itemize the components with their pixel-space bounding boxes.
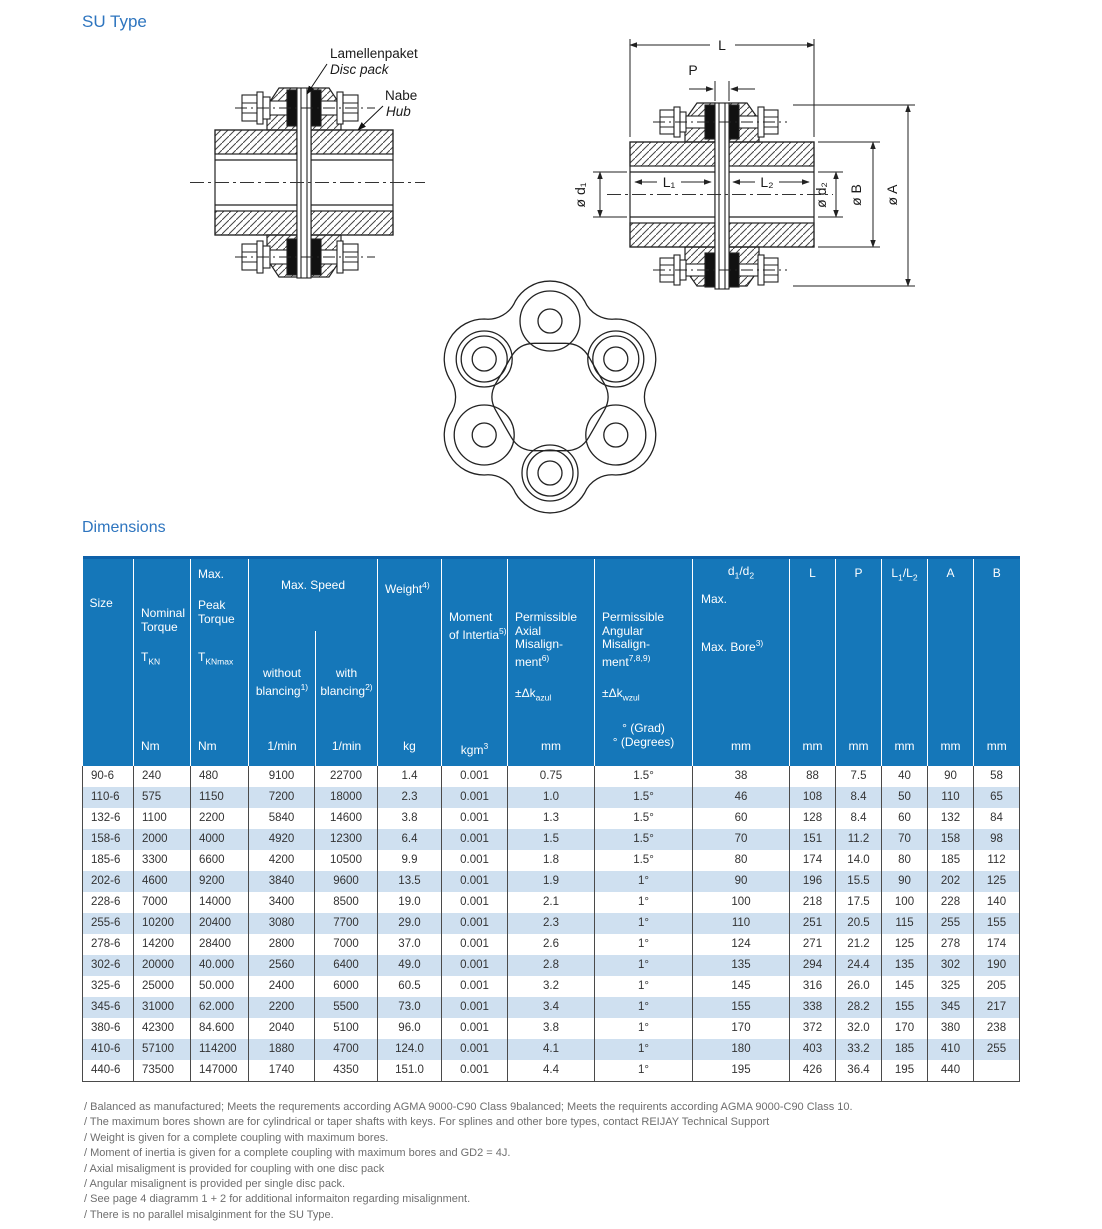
table-cell: 17.5 — [836, 892, 882, 913]
table-row — [83, 892, 1020, 913]
table-cell: 170 — [693, 1018, 790, 1039]
table-cell: 50.000 — [191, 976, 249, 997]
table-cell: 0.001 — [442, 787, 508, 808]
table-cell: 195 — [882, 1060, 928, 1082]
table-header-row — [83, 558, 1020, 767]
table-cell: 4.4 — [508, 1060, 595, 1082]
table-cell: 70 — [882, 829, 928, 850]
dim-B: ø B — [848, 184, 864, 206]
footnotes — [84, 1100, 1044, 1223]
table-cell: 14600 — [315, 808, 378, 829]
footnote: / Moment of inertia is given for a complete coupling with maximum bores and GD2 = 4J. — [84, 1147, 511, 1160]
table-cell: 1.5° — [595, 808, 693, 829]
table-cell: 151 — [790, 829, 836, 850]
table-cell: 110 — [928, 787, 974, 808]
table-cell: 1.5° — [595, 829, 693, 850]
table-cell: 0.001 — [442, 913, 508, 934]
table-cell: 65 — [974, 787, 1020, 808]
disc-pack-inner-opening — [492, 343, 608, 450]
dim-L: L — [718, 37, 726, 53]
table-cell: 7.5 — [836, 766, 882, 787]
col-axial-misalignment: Permissible Axial Misalign- ment$^{6)}$ $\pm\Delta k_{azul}$ mm — [508, 558, 595, 767]
table-cell: 3840 — [249, 871, 315, 892]
table-cell: 88 — [790, 766, 836, 787]
table-cell: 403 — [790, 1039, 836, 1060]
table-cell: 0.001 — [442, 850, 508, 871]
table-cell: 73.0 — [378, 997, 442, 1018]
table-cell: 2400 — [249, 976, 315, 997]
table-cell: 8500 — [315, 892, 378, 913]
table-cell: 185 — [928, 850, 974, 871]
table-cell: 124.0 — [378, 1039, 442, 1060]
table-cell: 28.2 — [836, 997, 882, 1018]
table-cell: 40 — [882, 766, 928, 787]
table-cell: 155 — [974, 913, 1020, 934]
table-cell: 1.3 — [508, 808, 595, 829]
table-cell: 1.4 — [378, 766, 442, 787]
table-cell: 158 — [928, 829, 974, 850]
col-max-bore: $d_1/d_2$ Max. Max. Bore$^{3)}$ mm — [693, 558, 790, 767]
table-cell: 426 — [790, 1060, 836, 1082]
table-row — [83, 1060, 1020, 1082]
table-cell: 294 — [790, 955, 836, 976]
table-cell: 80 — [882, 850, 928, 871]
header-size-label: Size — [89, 596, 113, 610]
table-cell: 40.000 — [191, 955, 249, 976]
table-cell: 84 — [974, 808, 1020, 829]
footnote: / There is no parallel misalginment for the SU Type. — [84, 1208, 334, 1221]
table-cell: 2200 — [249, 997, 315, 1018]
table-cell: 108 — [790, 787, 836, 808]
table-cell: 147000 — [191, 1060, 249, 1082]
table-cell: 128 — [790, 808, 836, 829]
table-cell: 170 — [882, 1018, 928, 1039]
table-row — [83, 766, 1020, 787]
table-cell: 302 — [928, 955, 974, 976]
table-body — [83, 766, 1020, 1082]
table-row — [83, 913, 1020, 934]
table-cell: 60 — [693, 808, 790, 829]
col-max-speed: Max. Speed without blancing$^{1)}$ with blancing$^{2)}$ 1/min 1/min — [249, 558, 378, 767]
table-cell: 14.0 — [836, 850, 882, 871]
table-cell: 13.5 — [378, 871, 442, 892]
table-cell: 46 — [693, 787, 790, 808]
table-cell: 14000 — [191, 892, 249, 913]
table-cell: 1100 — [134, 808, 191, 829]
table-cell: 7000 — [315, 934, 378, 955]
table-row — [83, 976, 1020, 997]
table-cell: 1150 — [191, 787, 249, 808]
table-cell: 115 — [882, 913, 928, 934]
table-cell: 1° — [595, 913, 693, 934]
dim-d2: ø d₂ — [813, 182, 829, 208]
table-cell: 151.0 — [378, 1060, 442, 1082]
footnote: / Angular misalignent is provided per single disc pack. — [84, 1178, 346, 1191]
table-cell: 1.9 — [508, 871, 595, 892]
table-cell: 80 — [693, 850, 790, 871]
table-cell: 20000 — [134, 955, 191, 976]
table-cell: 28400 — [191, 934, 249, 955]
dim-d1: ø d₁ — [572, 182, 588, 208]
table-cell: 180 — [693, 1039, 790, 1060]
table-cell: 100 — [882, 892, 928, 913]
table-cell: 440-6 — [83, 1060, 134, 1082]
table-cell: 0.001 — [442, 1039, 508, 1060]
table-cell: 174 — [974, 934, 1020, 955]
table-cell: 2.3 — [378, 787, 442, 808]
dim-A: ø A — [884, 184, 900, 206]
table-cell: 202 — [928, 871, 974, 892]
table-cell: 3.8 — [508, 1018, 595, 1039]
table-cell: 90 — [928, 766, 974, 787]
table-cell: 1.5° — [595, 850, 693, 871]
col-weight: Weight$^{4)}$ kg — [378, 558, 442, 767]
table-row — [83, 871, 1020, 892]
table-cell: 2040 — [249, 1018, 315, 1039]
col-P: P mm — [836, 558, 882, 767]
table-cell: 255 — [974, 1039, 1020, 1060]
table-cell: 271 — [790, 934, 836, 955]
table-cell: 10200 — [134, 913, 191, 934]
table-cell: 110-6 — [83, 787, 134, 808]
table-cell: 5500 — [315, 997, 378, 1018]
table-cell: 0.001 — [442, 1018, 508, 1039]
hub-label-de: Nabe — [385, 88, 418, 103]
table-cell: 185 — [882, 1039, 928, 1060]
table-cell: 96.0 — [378, 1018, 442, 1039]
table-cell: 1° — [595, 955, 693, 976]
table-cell: 60 — [882, 808, 928, 829]
table-cell: 0.001 — [442, 955, 508, 976]
table-cell: 3.4 — [508, 997, 595, 1018]
table-cell: 21.2 — [836, 934, 882, 955]
table-row — [83, 850, 1020, 871]
table-cell: 0.001 — [442, 829, 508, 850]
table-cell: 57100 — [134, 1039, 191, 1060]
table-cell: 18000 — [315, 787, 378, 808]
table-cell: 1.8 — [508, 850, 595, 871]
table-cell: 14200 — [134, 934, 191, 955]
table-cell: 1.5° — [595, 766, 693, 787]
table-cell: 6600 — [191, 850, 249, 871]
table-cell: 20400 — [191, 913, 249, 934]
table-cell: 145 — [882, 976, 928, 997]
table-cell: 0.75 — [508, 766, 595, 787]
table-cell: 158-6 — [83, 829, 134, 850]
table-cell: 37.0 — [378, 934, 442, 955]
col-L: L mm — [790, 558, 836, 767]
table-cell: 6000 — [315, 976, 378, 997]
table-cell: 135 — [882, 955, 928, 976]
page-title: SU Type — [82, 12, 147, 31]
table-cell: 202-6 — [83, 871, 134, 892]
table-cell: 2.6 — [508, 934, 595, 955]
table-cell: 205 — [974, 976, 1020, 997]
table-row — [83, 955, 1020, 976]
table-cell: 9100 — [249, 766, 315, 787]
table-cell: 380 — [928, 1018, 974, 1039]
table-cell: 11.2 — [836, 829, 882, 850]
table-cell: 2200 — [191, 808, 249, 829]
table-cell: 7700 — [315, 913, 378, 934]
table-cell: 20.5 — [836, 913, 882, 934]
footnote: / See page 4 diagramm 1 + 2 for additional informaiton regarding misalignment. — [84, 1193, 471, 1206]
table-row — [83, 787, 1020, 808]
table-cell: 0.001 — [442, 766, 508, 787]
disc-pack-front-view — [430, 272, 675, 527]
table-cell: 0.001 — [442, 976, 508, 997]
table-cell: 7000 — [134, 892, 191, 913]
table-row — [83, 934, 1020, 955]
table-cell: 6400 — [315, 955, 378, 976]
table-cell: 338 — [790, 997, 836, 1018]
table-cell: 1.5 — [508, 829, 595, 850]
table-row — [83, 1018, 1020, 1039]
table-cell: 1740 — [249, 1060, 315, 1082]
table-cell: 58 — [974, 766, 1020, 787]
table-cell: 3.8 — [378, 808, 442, 829]
table-cell: 185-6 — [83, 850, 134, 871]
table-cell: 8.4 — [836, 808, 882, 829]
table-cell: 3400 — [249, 892, 315, 913]
disc-pack-outline — [444, 281, 656, 513]
coupling-dimension-drawing — [565, 25, 1035, 310]
footnote: / Balanced as manufactured; Meets the requrements according AGMA 9000-C90 Class 9balanced; Meets the requirents according AGMA 9000-C90 Class 10. — [84, 1101, 853, 1113]
dimensions-table — [82, 556, 1020, 1082]
table-cell: 4700 — [315, 1039, 378, 1060]
table-cell: 345-6 — [83, 997, 134, 1018]
table-cell: 5100 — [315, 1018, 378, 1039]
table-cell: 372 — [790, 1018, 836, 1039]
table-cell: 4000 — [191, 829, 249, 850]
table-cell: 135 — [693, 955, 790, 976]
table-cell: 4920 — [249, 829, 315, 850]
table-cell: 316 — [790, 976, 836, 997]
table-cell: 1.5° — [595, 787, 693, 808]
table-cell: 238 — [974, 1018, 1020, 1039]
table-cell: 1° — [595, 997, 693, 1018]
table-cell: 218 — [790, 892, 836, 913]
table-cell: 440 — [928, 1060, 974, 1082]
table-cell: 2.8 — [508, 955, 595, 976]
table-cell: 228-6 — [83, 892, 134, 913]
table-row — [83, 829, 1020, 850]
table-cell: 5840 — [249, 808, 315, 829]
col-nominal-torque: Nominal Torque $T_{KN}$ Nm — [134, 558, 191, 767]
table-cell: 62.000 — [191, 997, 249, 1018]
disc-pack-section — [287, 88, 321, 278]
table-cell: 0.001 — [442, 871, 508, 892]
table-cell: 110 — [693, 913, 790, 934]
table-cell: 33.2 — [836, 1039, 882, 1060]
table-cell: 24.4 — [836, 955, 882, 976]
footnote: / Weight is given for a complete coupling with maximum bores. — [84, 1131, 389, 1144]
table-cell: 73500 — [134, 1060, 191, 1082]
table-cell: 12300 — [315, 829, 378, 850]
coupling-section-drawing — [180, 38, 440, 288]
table-cell: 0.001 — [442, 1060, 508, 1082]
table-cell: 3300 — [134, 850, 191, 871]
table-cell: 0.001 — [442, 934, 508, 955]
table-cell: 84.600 — [191, 1018, 249, 1039]
table-cell: 112 — [974, 850, 1020, 871]
col-angular-misalignment: Permissible Angular Misalign- ment$^{7,8,9)}$ $\pm\Delta k_{wzul}$ ° (Grad) ° (Degrees) — [595, 558, 693, 767]
table-cell: 278 — [928, 934, 974, 955]
table-cell: 60.5 — [378, 976, 442, 997]
table-cell: 240 — [134, 766, 191, 787]
table-cell: 380-6 — [83, 1018, 134, 1039]
table-cell: 174 — [790, 850, 836, 871]
table-cell: 4600 — [134, 871, 191, 892]
table-cell: 132-6 — [83, 808, 134, 829]
table-cell: 3.2 — [508, 976, 595, 997]
col-L1L2: $L_1/L_2$ mm — [882, 558, 928, 767]
footnote: / The maximum bores shown are for cylindrical or taper shafts with keys. For splines and other bore types, contact REIJAY Technical Support — [84, 1116, 770, 1129]
table-cell: 8.4 — [836, 787, 882, 808]
table-cell: 32.0 — [836, 1018, 882, 1039]
table-cell: 2560 — [249, 955, 315, 976]
table-cell: 325 — [928, 976, 974, 997]
table-cell: 31000 — [134, 997, 191, 1018]
section-title: Dimensions — [82, 519, 166, 536]
table-cell: 255 — [928, 913, 974, 934]
table-cell: 302-6 — [83, 955, 134, 976]
table-cell: 98 — [974, 829, 1020, 850]
table-cell: 195 — [693, 1060, 790, 1082]
table-cell: 125 — [974, 871, 1020, 892]
col-size — [83, 558, 134, 767]
table-cell: 49.0 — [378, 955, 442, 976]
table-cell: 251 — [790, 913, 836, 934]
table-cell: 132 — [928, 808, 974, 829]
table-cell: 36.4 — [836, 1060, 882, 1082]
table-cell: 4.1 — [508, 1039, 595, 1060]
table-cell: 9600 — [315, 871, 378, 892]
table-cell: 6.4 — [378, 829, 442, 850]
table-cell: 4200 — [249, 850, 315, 871]
table-cell: 155 — [882, 997, 928, 1018]
table-cell: 278-6 — [83, 934, 134, 955]
table-cell: 90 — [882, 871, 928, 892]
table-cell: 125 — [882, 934, 928, 955]
table-cell: 1° — [595, 871, 693, 892]
table-cell: 124 — [693, 934, 790, 955]
table-row — [83, 808, 1020, 829]
table-cell: 325-6 — [83, 976, 134, 997]
table-cell: 155 — [693, 997, 790, 1018]
table-cell: 3080 — [249, 913, 315, 934]
disc-pack-label-en: Disc pack — [330, 62, 389, 77]
col-B: B mm — [974, 558, 1020, 767]
table-cell: 19.0 — [378, 892, 442, 913]
table-cell: 217 — [974, 997, 1020, 1018]
table-cell: 90 — [693, 871, 790, 892]
dim-L2: L₂ — [760, 174, 774, 190]
table-cell: 575 — [134, 787, 191, 808]
table-cell: 22700 — [315, 766, 378, 787]
bolt-holes — [454, 291, 646, 501]
table-cell: 190 — [974, 955, 1020, 976]
table-cell: 9.9 — [378, 850, 442, 871]
table-cell: 1° — [595, 1060, 693, 1082]
hub-label-en: Hub — [386, 104, 411, 119]
table-cell: 38 — [693, 766, 790, 787]
table-cell: 42300 — [134, 1018, 191, 1039]
table-cell: 2800 — [249, 934, 315, 955]
col-A: A mm — [928, 558, 974, 767]
table-cell: 114200 — [191, 1039, 249, 1060]
table-cell: 228 — [928, 892, 974, 913]
dim-P: P — [688, 62, 698, 78]
table-cell — [974, 1060, 1020, 1082]
table-cell: 1° — [595, 934, 693, 955]
table-row — [83, 997, 1020, 1018]
table-cell: 29.0 — [378, 913, 442, 934]
table-cell: 9200 — [191, 871, 249, 892]
table-cell: 26.0 — [836, 976, 882, 997]
col-moment: Moment of Intertia$^{5)}$ kgm$^3$ — [442, 558, 508, 767]
table-cell: 2.3 — [508, 913, 595, 934]
table-cell: 0.001 — [442, 892, 508, 913]
table-cell: 10500 — [315, 850, 378, 871]
table-cell: 0.001 — [442, 997, 508, 1018]
table-cell: 2000 — [134, 829, 191, 850]
table-cell: 410-6 — [83, 1039, 134, 1060]
disc-pack-label-de: Lamellenpaket — [330, 46, 418, 61]
table-cell: 140 — [974, 892, 1020, 913]
table-row — [83, 1039, 1020, 1060]
table-cell: 1° — [595, 976, 693, 997]
col-peak-torque: Max. Peak Torque $T_{KNmax}$ Nm — [191, 558, 249, 767]
table-cell: 7200 — [249, 787, 315, 808]
table-cell: 15.5 — [836, 871, 882, 892]
table-cell: 196 — [790, 871, 836, 892]
table-cell: 70 — [693, 829, 790, 850]
table-cell: 145 — [693, 976, 790, 997]
table-cell: 90-6 — [83, 766, 134, 787]
table-cell: 1° — [595, 1039, 693, 1060]
table-cell: 25000 — [134, 976, 191, 997]
table-cell: 100 — [693, 892, 790, 913]
table-cell: 410 — [928, 1039, 974, 1060]
table-cell: 2.1 — [508, 892, 595, 913]
table-cell: 4350 — [315, 1060, 378, 1082]
table-cell: 50 — [882, 787, 928, 808]
table-cell: 345 — [928, 997, 974, 1018]
dim-L1: L₁ — [662, 174, 676, 190]
table-cell: 1° — [595, 892, 693, 913]
table-cell: 480 — [191, 766, 249, 787]
table-cell: 255-6 — [83, 913, 134, 934]
table-cell: 1° — [595, 1018, 693, 1039]
table-cell: 1880 — [249, 1039, 315, 1060]
table-cell: 1.0 — [508, 787, 595, 808]
footnote: / Axial misaligment is provided for coupling with one disc pack — [84, 1162, 385, 1175]
disc-pack-section — [705, 103, 739, 289]
table-cell: 0.001 — [442, 808, 508, 829]
